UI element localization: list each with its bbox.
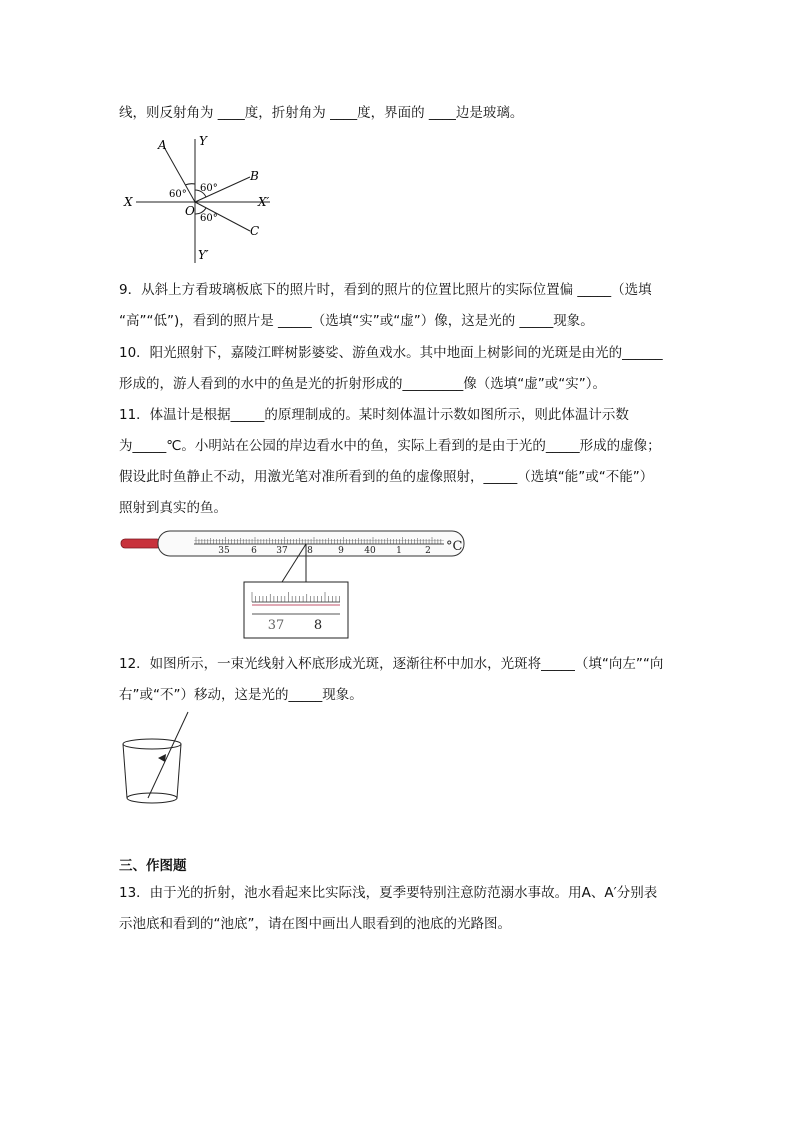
tick-label-37: 37: [276, 546, 288, 556]
zoom-label-38: 8: [313, 618, 323, 633]
question-13-line-2: 示池底和看到的“池底”，请在图中画出人眼看到的池底的光路图。: [119, 916, 511, 932]
beaker-left-wall: [123, 744, 127, 798]
label-y: Y: [199, 134, 207, 148]
angle-label-3: 60°: [200, 213, 218, 224]
tick-label-39: 9: [338, 546, 344, 556]
question-11-line-3: 假设此时鱼静止不动，用激光笔对准所看到的鱼的虚像照射，_____（选填“能”或“不能”）: [119, 469, 654, 485]
tick-label-35: 35: [218, 546, 230, 556]
beaker-bottom: [127, 793, 177, 803]
tick-label-38: 8: [307, 546, 313, 556]
question-9-line-1: 9．从斜上方看玻璃板底下的照片时，看到的照片的位置比照片的实际位置偏 _____（选填: [119, 282, 652, 298]
beaker-right-wall: [177, 744, 181, 798]
ray-arrow-icon: [158, 754, 166, 762]
unit-label: °C: [446, 539, 463, 554]
label-a: A: [158, 138, 167, 152]
tick-label-40: 40: [364, 546, 376, 556]
angle-arc-1: [185, 184, 195, 185]
label-x: X: [124, 195, 133, 209]
figure-reflection-refraction: [120, 133, 280, 265]
tick-label-41: 1: [396, 546, 402, 556]
tick-label-36: 6: [251, 546, 257, 556]
question-11-line-4: 照射到真实的鱼。: [119, 500, 227, 516]
question-11-line-2: 为_____℃。小明站在公园的岸边看水中的鱼，实际上看到的是由于光的_____形成的虚像；: [119, 438, 661, 454]
thermometer-bulb: [121, 539, 161, 548]
angle-label-2: 60°: [200, 183, 218, 194]
figure-beaker: [118, 710, 198, 812]
label-o: O: [185, 204, 195, 218]
text-line-1: 线，则反射角为 ____度，折射角为 ____度，界面的 ____边是玻璃。: [119, 105, 524, 121]
beaker-rim: [123, 739, 181, 749]
label-b: B: [250, 169, 259, 183]
question-12-line-1: 12．如图所示，一束光线射入杯底形成光斑，逐渐往杯中加水，光斑将_____（填“向左”“向: [119, 656, 664, 672]
label-c: C: [250, 224, 260, 238]
zoom-box: [244, 582, 348, 638]
section-heading-3: 三、作图题: [119, 858, 187, 874]
question-13-line-1: 13．由于光的折射，池水看起来比实际浅，夏季要特别注意防范溺水事故。用A、A′分别表: [119, 885, 658, 901]
light-ray: [148, 712, 188, 798]
zoom-label-37: 37: [267, 618, 285, 633]
figure-thermometer: [118, 526, 470, 640]
question-11-line-1: 11．体温计是根据_____的原理制成的。某时刻体温计示数如图所示，则此体温计示数: [119, 407, 629, 423]
label-y-prime: Y′: [198, 248, 209, 262]
label-x-prime: X′: [258, 195, 270, 209]
tick-label-42: 2: [425, 546, 431, 556]
question-10-line-1: 10．阳光照射下，嘉陵江畔树影婆娑、游鱼戏水。其中地面上树影间的光斑是由光的______: [119, 345, 663, 361]
question-9-line-2: “高”“低”)，看到的照片是 _____（选填“实”或“虚”）像，这是光的 _____现象。: [119, 313, 594, 329]
question-12-line-2: 右”或“不”）移动，这是光的_____现象。: [119, 687, 363, 703]
angle-label-1: 60°: [169, 189, 187, 200]
question-10-line-2: 形成的，游人看到的水中的鱼是光的折射形成的_________像（选填“虚”或“实”）。: [119, 376, 606, 392]
